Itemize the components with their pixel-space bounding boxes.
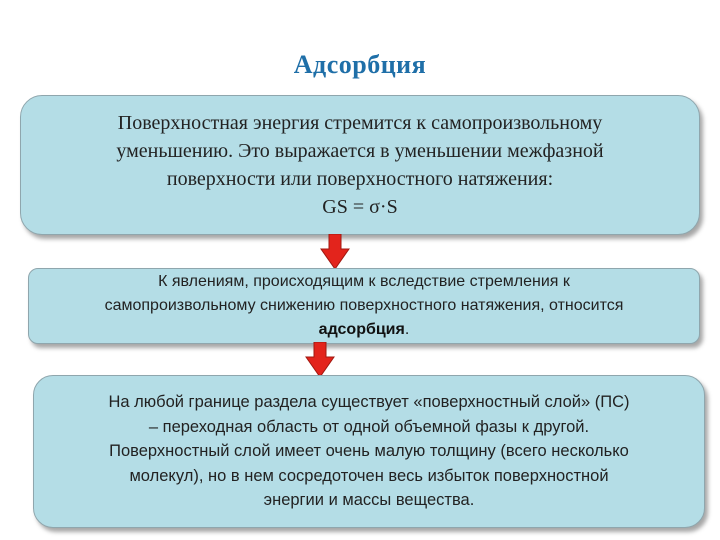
box3-line-1: На любой границе раздела существует «поверхностный слой» (ПС) bbox=[108, 393, 630, 412]
down-arrow-icon bbox=[320, 234, 350, 270]
box2-line-3-tail: . bbox=[404, 321, 410, 338]
box3-line-4: молекул), но в нем сосредоточен весь избыток поверхностной bbox=[129, 466, 609, 485]
box3-line-5: энергии и массы вещества. bbox=[263, 491, 475, 510]
surface-energy-box bbox=[20, 95, 700, 235]
formula: GS = σ·S bbox=[322, 196, 398, 218]
adsorption-phenomena-box bbox=[28, 268, 700, 344]
down-arrow-icon bbox=[305, 342, 335, 378]
box2-line-1: К явлениям, происходящим к вследствие стремления к bbox=[158, 273, 570, 290]
surface-layer-box bbox=[33, 375, 705, 528]
box1-line-2: уменьшению. Это выражается в уменьшении межфазной bbox=[116, 140, 604, 162]
box3-line-2: – переходная область от одной объемной фазы к другой. bbox=[148, 417, 590, 436]
box1-line-1: Поверхностная энергия стремится к самопроизвольному bbox=[117, 112, 603, 134]
box1-line-3: поверхности или поверхностного натяжения: bbox=[166, 168, 554, 190]
adsorption-term: адсорбция bbox=[318, 321, 405, 338]
box3-line-3: Поверхностный слой имеет очень малую толщину (всего несколько bbox=[109, 442, 629, 461]
box2-line-3 bbox=[319, 318, 410, 342]
box2-line-2: самопроизвольному снижению поверхностного натяжения, относится bbox=[104, 297, 624, 314]
slide-title: Адсорбция bbox=[293, 50, 427, 79]
